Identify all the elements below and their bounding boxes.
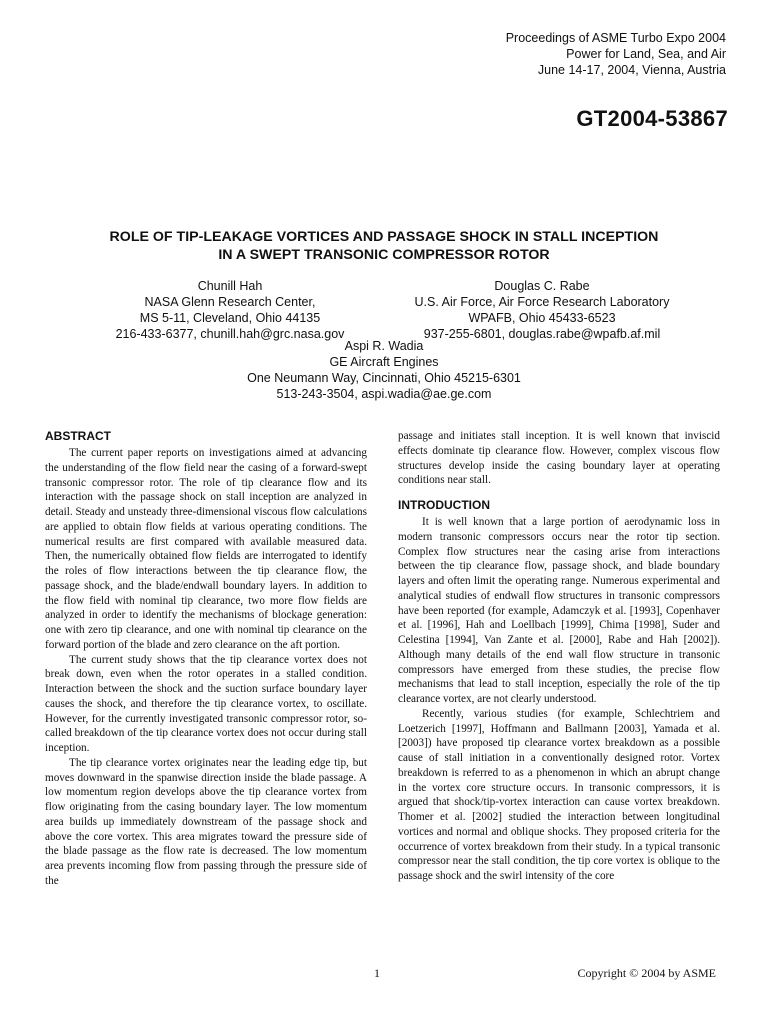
abstract-heading: ABSTRACT [45,429,111,443]
author-name: Aspi R. Wadia [344,339,424,353]
title-line: ROLE OF TIP-LEAKAGE VORTICES AND PASSAGE SHOCK IN STALL INCEPTION [109,229,659,245]
author-contact: 513-243-3504, aspi.wadia@ae.ge.com [276,387,492,401]
right-column [398,429,720,884]
author-name: Douglas C. Rabe [494,279,590,293]
author-address: WPAFB, Ohio 45433-6523 [468,311,616,325]
author-contact: 937-255-6801, douglas.rabe@wpafb.af.mil [423,327,661,341]
proceedings-line: June 14-17, 2004, Vienna, Austria [537,63,726,77]
author-block-wadia [160,338,608,402]
proceedings-line: Power for Land, Sea, and Air [566,47,726,61]
author-affiliation: NASA Glenn Research Center, [144,295,316,309]
title-line: IN A SWEPT TRANSONIC COMPRESSOR ROTOR [218,247,550,263]
introduction-paragraph: It is well known that a large portion of aerodynamic loss in modern transonic compressors occurs near the rotor tip section. Complex flow structures near the casing arise from interactions between the tip clearance flow, passage shock, and blade boundary layers and often limit the operating range. Numerous experimental and analytical studies of endwall flow structures in transonic compressors have been reported (for example, Adamczyk et al. [1993], Copenhaver et al. [1996], Hah and Loellbach [1999], Chima [1998], Suder and Celestina [1994], Van Zante et al. [2000], Rabe and Hah [2002]). Although many details of the end wall flow structure in transonic compressors have emerged from these studies, the precise flow mechanisms that lead to stall inception, especially the role of the tip clearance vortex, are not clearly understood. [398,516,720,705]
proceedings-line: Proceedings of ASME Turbo Expo 2004 [505,31,726,45]
author-name: Chunill Hah [197,279,263,293]
paper-title [60,228,708,264]
author-contact: 216-433-6377, chunill.hah@grc.nasa.gov [115,327,345,341]
abstract-paragraph: The tip clearance vortex originates near the leading edge tip, but moves downward in the spanwise direction inside the blade passage. A low momentum region develops above the tip clearance vortex from flow originating from the casing boundary layer. The low momentum area builds up immediately downstream of the passage shock and above the core vortex. This area migrates toward the pressure side of the blade passage as the flow rate is decreased. The low momentum area prevents incoming flow from passing through the pressure side of the [45,756,367,887]
abstract-paragraph: The current study shows that the tip clearance vortex does not break down, even when the rotor operates in a stalled condition. Interaction between the shock and the suction surface boundary layer causes the shock, and therefore the tip clearance vortex, to oscillate. However, for the currently investigated transonic compressor rotor, so-called breakdown of the tip clearance vortex does not occur during stall inception. [45,653,367,754]
introduction-heading: INTRODUCTION [398,498,490,512]
author-affiliation: U.S. Air Force, Air Force Research Laboratory [414,295,670,309]
left-column [45,429,367,889]
author-block-rabe [372,278,712,342]
copyright-notice: Copyright © 2004 by ASME [577,966,716,980]
author-address: MS 5-11, Cleveland, Ohio 44135 [139,311,321,325]
author-affiliation: GE Aircraft Engines [329,355,439,369]
paper-id: GT2004-53867 [576,106,728,131]
abstract-continuation: passage and initiates stall inception. It is well known that inviscid effects dominate tip clearance flow. However, complex viscous flow structures develop inside the casing boundary layer at operating conditions near stall. [398,430,720,487]
abstract-paragraph: The current paper reports on investigations aimed at advancing the understanding of the flow field near the casing of a forward-swept transonic compressor rotor. The role of tip clearance flow and its interaction with the passage shock on stall inception are analyzed in detail. Steady and unsteady three-dimensional viscous flow calculations are applied to obtain flow fields at various operating conditions. The numerical results are first compared with available measured data. Then, the numerically obtained flow fields are interrogated to identify the roles of flow interactions between the tip clearance flow, the passage shock, and the blade/endwall boundary layers. In addition to the flow field with nominal tip clearance, two more flow fields are analyzed in order to identify the mechanisms of blockage generation: one with zero tip clearance, and one with nominal tip clearance on the forward portion of the blade and zero clearance on the aft portion. [45,447,367,651]
proceedings-header [306,30,726,78]
author-address: One Neumann Way, Cincinnati, Ohio 45215-6301 [247,371,521,385]
author-block-hah [58,278,402,342]
introduction-paragraph: Recently, various studies (for example, Schlechtriem and Loetzerich [1997], Hoffmann and Ballmann [2003], Yamada et al. [2003]) have proposed tip clearance vortex breakdown as a possible cause of stall initiation in a conventionally designed rotor. Vortex breakdown is referred to as a phenomenon in which an abrupt change in the vortex core structure occurs. In transonic compressors, it is argued that shock/tip-vortex interaction can cause vortex breakdown. Thomer et al. [2002] studied the interaction between longitudinal vortices and normal and oblique shocks. They proposed criteria for the occurrence of vortex breakdown from their study. In a typical transonic compressor near the stall condition, the tip core vortex is oblique to the passage shock and the swirl intensity of the core [398,707,720,882]
page-number: 1 [374,966,380,980]
